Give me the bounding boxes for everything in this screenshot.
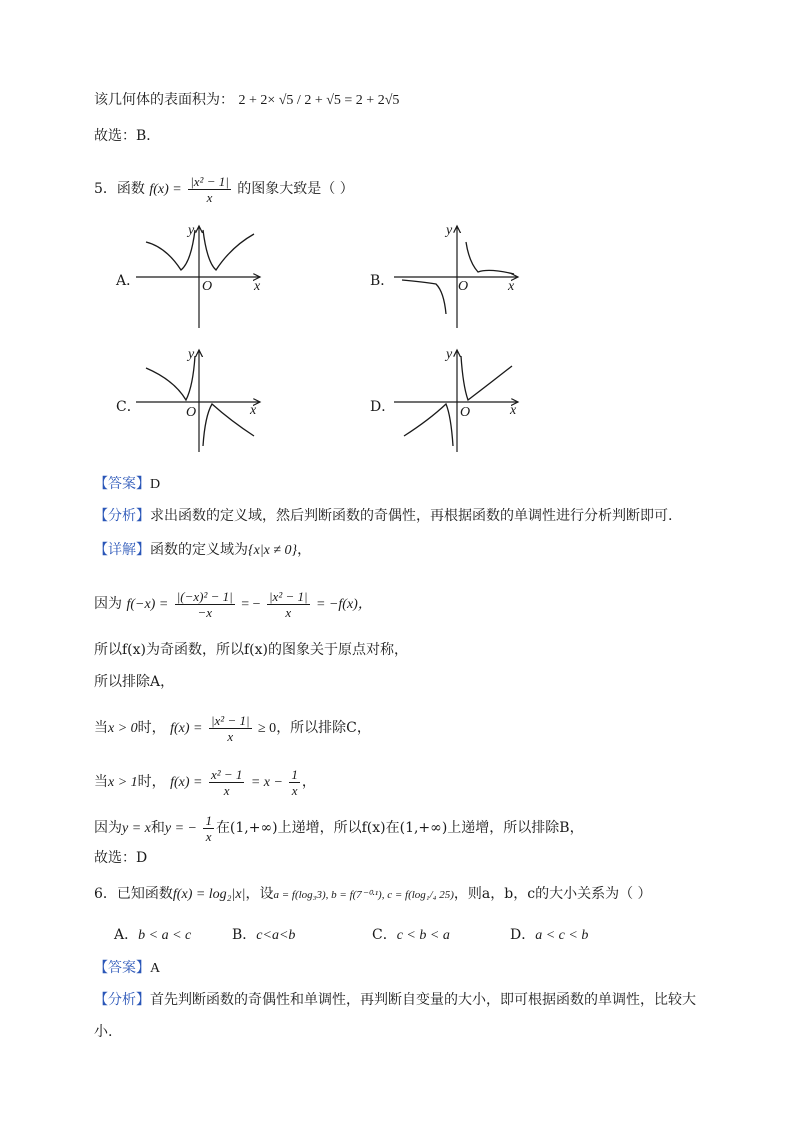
option-label-d: D． — [370, 399, 396, 415]
q6-option-a-text: b < a < c — [138, 928, 192, 943]
graph-a — [136, 222, 266, 332]
q5-detail-7-den: x — [205, 828, 212, 844]
graph-b-origin: O — [458, 279, 469, 294]
graph-c-right-curve — [203, 404, 254, 446]
q5-detail-2-f: f(−x) = — [126, 597, 169, 612]
q5-answer: D — [150, 477, 161, 492]
graph-a-x-label: x — [254, 279, 261, 294]
surface-area-expr: 2 + 2× √5 / 2 + √5 = 2 + 2√5 — [238, 93, 400, 108]
graph-d-x-label: x — [510, 403, 517, 418]
q6-option-b — [232, 924, 295, 944]
q4-choice: 故选：B． — [94, 128, 161, 144]
q6-answer: A — [150, 961, 161, 976]
q6-option-b-label: B． — [232, 927, 257, 943]
q5-answer-line — [94, 474, 160, 495]
q5-stem-numerator: |x² − 1| — [190, 173, 229, 189]
graph-c — [136, 346, 266, 454]
surface-area-line — [94, 90, 399, 111]
q6-option-d-label: D． — [510, 927, 536, 943]
q6-answer-tag: 【答案】 — [94, 960, 150, 976]
graph-d-left-curve — [404, 404, 453, 446]
graph-b-y-label: y — [446, 223, 453, 238]
q5-detail-4: 所以排除A， — [94, 674, 175, 690]
q5-analysis-tag: 【分析】 — [94, 508, 150, 524]
graph-a-origin: O — [202, 279, 213, 294]
q5-detail-7-pre: 因为 — [94, 820, 122, 836]
q6-option-c-label: C． — [372, 927, 397, 943]
q6-option-a-label: A． — [114, 927, 139, 943]
q5-detail-5-pre: 当 — [94, 720, 108, 736]
graph-d-origin: O — [460, 405, 471, 420]
q5-detail-7 — [94, 808, 584, 849]
q5-detail-7-c: 在(1,+∞)上递增，所以f(x)在(1,+∞)上递增，所以排除B， — [215, 820, 584, 836]
q5-detail-6-den2: x — [291, 782, 298, 798]
q6-stem-defs: a = f(log₃3), b = f(7⁻⁰·¹), c = f(log₁/₄ 25) — [273, 889, 454, 901]
graph-b-x-label: x — [508, 279, 515, 294]
q5-detail-5-end: ，所以排除C， — [276, 720, 371, 736]
graph-d — [394, 346, 524, 454]
graph-c-left-curve — [146, 356, 195, 400]
q5-detail-5-f: f(x) = — [170, 721, 203, 736]
q5-detail-6-f: f(x) = — [170, 775, 203, 790]
graph-c-origin: O — [186, 405, 197, 420]
q5-detail-6 — [94, 762, 316, 803]
q5-detail-5-frac — [209, 713, 252, 744]
q6-stem-func: f(x) = log₂|x| — [172, 887, 246, 902]
q5-detail-7-a: y = x — [122, 821, 151, 836]
q5-detail-6-frac2 — [289, 767, 300, 798]
graph-d-right-curve — [461, 356, 512, 400]
q6-analysis-line — [94, 990, 696, 1010]
q5-detail-6-rhs: = x − — [250, 775, 283, 790]
option-label-b: B． — [370, 273, 395, 289]
q5-detail-2-frac2 — [267, 589, 310, 620]
q5-stem-denominator: x — [206, 189, 213, 205]
q6-stem-mid: ，设 — [245, 886, 274, 902]
option-label-c: C． — [116, 399, 141, 415]
q5-detail-6-den: x — [223, 782, 230, 798]
q6-option-d — [510, 924, 588, 944]
q5-detail-2-num1: |(−x)² − 1| — [176, 588, 233, 604]
q6-option-b-text: c<a<b — [256, 928, 296, 943]
q5-detail-5-mid: 时， — [137, 720, 166, 736]
q5-detail-2-pre: 因为 — [94, 596, 122, 612]
q5-detail-6-end: ， — [301, 774, 316, 790]
q5-detail-3: 所以f(x)为奇函数，所以f(x)的图象关于原点对称， — [94, 642, 409, 658]
q5-detail-1 — [94, 540, 311, 561]
graph-a-right-curve — [203, 230, 254, 270]
q5-stem-func: f(x) = — [149, 182, 182, 197]
q6-answer-line — [94, 958, 160, 979]
q5-detail-6-num: x² − 1 — [210, 766, 243, 782]
q5-detail-2-den2: x — [285, 604, 292, 620]
graph-a-y-label: y — [188, 223, 195, 238]
q5-detail-2-frac1 — [175, 589, 235, 620]
graph-c-x-label: x — [250, 403, 257, 418]
q5-detail-2-mid: = − — [241, 597, 261, 612]
q5-stem-suffix: 的图象大致是（ ） — [237, 181, 354, 197]
option-label-a: A． — [116, 273, 141, 289]
q6-analysis-1: 首先判断函数的奇偶性和单调性，再判断自变量的大小，即可根据函数的单调性，比较大 — [150, 992, 696, 1008]
q6-option-d-text: a < c < b — [535, 928, 589, 943]
q5-detail-6-pre: 当 — [94, 774, 108, 790]
q5-detail-5-ge: ≥ 0 — [258, 721, 277, 736]
q5-detail-5-den: x — [227, 728, 234, 744]
q5-detail-1-end: ， — [297, 542, 312, 558]
q5-domain-set: {x|x ≠ 0} — [248, 543, 298, 558]
q6-stem-pre: 6．已知函数 — [94, 886, 173, 902]
graph-b — [394, 222, 524, 332]
q5-detail-6-num2: 1 — [291, 766, 298, 782]
q5-detail-1-text: 函数的定义域为 — [150, 542, 248, 558]
q5-detail-7-and: 和 — [150, 820, 165, 836]
q6-stem — [94, 884, 652, 905]
q5-stem — [94, 172, 354, 207]
q6-analysis-tag: 【分析】 — [94, 992, 150, 1008]
q5-stem-fraction — [188, 174, 231, 205]
q5-analysis: 求出函数的定义域，然后判断函数的奇偶性，再根据函数的单调性进行分析判断即可. — [150, 508, 673, 524]
q5-detail-6-mid: 时， — [137, 774, 166, 790]
q6-analysis-2: 小. — [94, 1024, 113, 1040]
q5-stem-prefix: 5．函数 — [94, 181, 145, 197]
q6-stem-end: ，则a，b，c的大小关系为（ ） — [453, 886, 652, 902]
q5-detail-5-cond: x > 0 — [108, 721, 138, 736]
q5-detail-5-num: |x² − 1| — [210, 712, 250, 728]
graph-c-y-label: y — [188, 347, 195, 362]
q5-detail-6-frac — [209, 767, 244, 798]
q5-detail-5 — [94, 708, 371, 749]
q5-detail-2-den1: −x — [197, 604, 213, 620]
graph-b-right-curve — [466, 242, 514, 274]
q5-detail-6-cond: x > 1 — [108, 775, 138, 790]
q5-detail-7-b: y = − — [164, 821, 197, 836]
surface-area-text: 该几何体的表面积为： — [94, 92, 234, 108]
q6-option-a — [114, 924, 191, 944]
graph-d-y-label: y — [446, 347, 453, 362]
q5-detail-2-end: = −f(x)， — [316, 597, 372, 612]
q6-option-c — [372, 924, 450, 944]
q5-detail-tag: 【详解】 — [94, 542, 150, 558]
q5-detail-2-num2: |x² − 1| — [268, 588, 308, 604]
q5-detail-7-frac — [203, 813, 214, 844]
q5-answer-tag: 【答案】 — [94, 476, 150, 492]
graph-b-left-curve — [402, 280, 446, 314]
q5-choice: 故选：D — [94, 850, 148, 866]
q5-detail-7-num: 1 — [205, 812, 212, 828]
q5-detail-2 — [94, 584, 372, 625]
q6-option-c-text: c < b < a — [396, 928, 450, 943]
q5-analysis-line — [94, 506, 672, 526]
